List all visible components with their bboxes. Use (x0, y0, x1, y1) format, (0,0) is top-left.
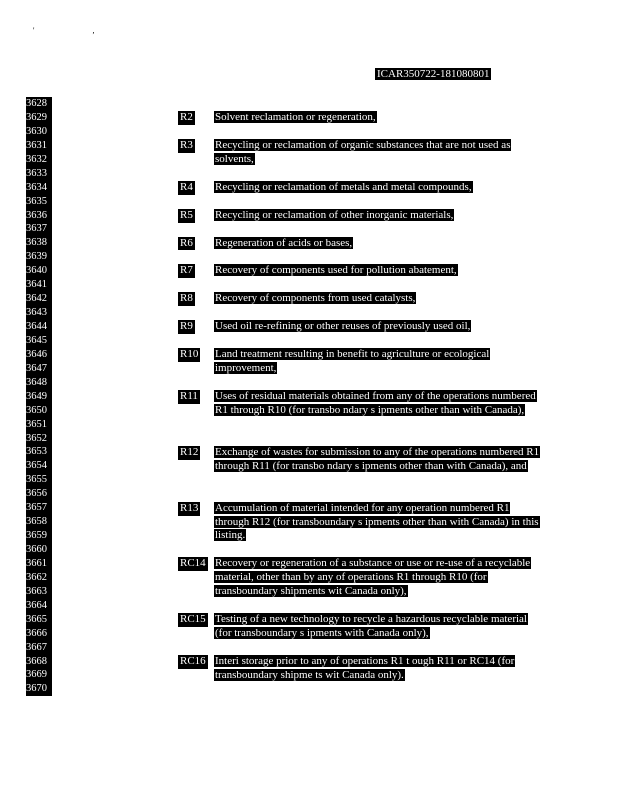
operation-description (214, 502, 540, 544)
line-number: 3664 (26, 599, 47, 611)
line-number: 3645 (26, 334, 47, 346)
line-number: 3662 (26, 571, 47, 583)
operation-description (214, 348, 540, 376)
operation-description-text: Recovery or regeneration of a substance or use or re-use of a recyclable material, other than by any of operations R1 through R10 (for transboundary shipments wit Canada only), (215, 557, 531, 598)
operation-description (214, 139, 540, 167)
operation-description (214, 390, 540, 418)
operation-code: RC15 (180, 613, 206, 626)
operation-description-text: Recycling or reclamation of other inorganic materials, (215, 208, 454, 221)
line-number: 3658 (26, 516, 47, 528)
line-number: 3669 (26, 669, 47, 681)
operation-code: R3 (180, 138, 193, 151)
line-number: 3653 (26, 446, 47, 458)
line-number: 3655 (26, 474, 47, 486)
operation-code: R7 (180, 264, 193, 277)
line-number: 3641 (26, 279, 47, 291)
operation-code: RC16 (180, 655, 206, 667)
operation-code: R11 (180, 389, 198, 402)
line-number: 3659 (26, 530, 47, 542)
line-number: 3642 (26, 293, 47, 305)
line-number: 3654 (26, 460, 47, 472)
operation-code: RC14 (180, 557, 206, 570)
operation-description (214, 655, 540, 683)
operation-description (214, 209, 540, 223)
line-number: 3656 (26, 488, 47, 500)
line-number: 3632 (26, 153, 47, 165)
operation-code: R5 (180, 208, 193, 221)
line-number: 3643 (26, 307, 47, 319)
line-number: 3648 (26, 376, 47, 388)
line-number: 3650 (26, 404, 47, 416)
line-number: 3639 (26, 251, 47, 263)
line-number: 3636 (26, 209, 47, 221)
operation-description-text: Solvent reclamation or regeneration, (215, 110, 376, 123)
line-number: 3649 (26, 390, 47, 402)
line-number: 3666 (26, 627, 47, 639)
line-number: 3657 (26, 502, 47, 514)
operation-description (214, 111, 540, 125)
operation-description-text: Recycling or reclamation of organic substances that are not used as solvents, (215, 138, 511, 165)
document-id: ICAR350722-181080801 (377, 68, 490, 80)
operation-code: R9 (180, 320, 193, 333)
operation-code: R13 (180, 501, 199, 514)
line-number: 3638 (26, 237, 47, 249)
line-number: 3652 (26, 432, 47, 444)
operation-description-text: Uses of residual materials obtained from any of the operations numbered R1 through R10 (for transbo ndary s ipments other than with Canada), (215, 389, 536, 416)
operation-description-text: Interi storage prior to any of operations R1 t ough R11 or RC14 (for transboundary shipme ts wit Canada only). (215, 655, 515, 681)
operation-code: R12 (180, 445, 199, 458)
operation-description-text: Regeneration of acids or bases, (215, 236, 353, 249)
line-number: 3635 (26, 195, 47, 207)
operation-description (214, 237, 540, 251)
operation-description (214, 557, 540, 599)
operation-description (214, 292, 540, 306)
line-number: 3640 (26, 265, 47, 277)
operation-code: R6 (180, 236, 193, 249)
operation-code: R10 (180, 348, 199, 361)
line-number: 3647 (26, 362, 47, 374)
line-number: 3637 (26, 223, 47, 235)
operation-description-text: Recovery of components from used catalysts, (215, 292, 416, 305)
operation-description-text: Recycling or reclamation of metals and metal compounds, (215, 180, 472, 193)
line-number: 3660 (26, 544, 47, 555)
line-number: 3644 (26, 321, 47, 332)
operation-code: R2 (180, 110, 193, 123)
line-number: 3633 (26, 167, 47, 179)
line-number: 3629 (26, 111, 47, 123)
line-number: 3651 (26, 418, 47, 430)
line-number: 3634 (26, 181, 47, 193)
operation-description (214, 181, 540, 195)
line-number: 3667 (26, 641, 47, 653)
line-number: 3628 (26, 98, 47, 109)
operation-description (214, 446, 540, 474)
line-number: 3646 (26, 348, 47, 360)
operation-description (214, 613, 540, 641)
line-number: 3665 (26, 613, 47, 625)
line-number: 3661 (26, 557, 47, 569)
operation-description (214, 264, 540, 278)
operation-description-text: Recovery of components used for pollution abatement, (215, 264, 457, 277)
operation-description-text: Testing of a new technology to recycle a hazardous recyclable material (for transboundary s ipments with Canada only), (215, 613, 527, 640)
operation-description-text: Accumulation of material intended for any operation numbered R1 through R12 (for transboundary s ipments other than with Canada) in this listing. (215, 501, 539, 542)
operation-description (214, 320, 540, 334)
operation-code: R8 (180, 292, 193, 305)
operation-description-text: Exchange of wastes for submission to any of the operations numbered R1 through R11 (for transbo ndary s ipments other than with Canada), and (215, 445, 540, 472)
scan-marks: ' , (33, 26, 123, 35)
line-number: 3630 (26, 125, 47, 137)
operation-description-text: Used oil re-refining or other reuses of previously used oil, (215, 320, 471, 333)
operation-description-text: Land treatment resulting in benefit to agriculture or ecological improvement, (215, 348, 490, 375)
line-number-column (26, 97, 52, 696)
line-number: 3663 (26, 585, 47, 597)
line-number: 3670 (26, 683, 47, 695)
line-number: 3668 (26, 655, 47, 667)
operation-code: R4 (180, 180, 193, 193)
line-number: 3631 (26, 139, 47, 151)
